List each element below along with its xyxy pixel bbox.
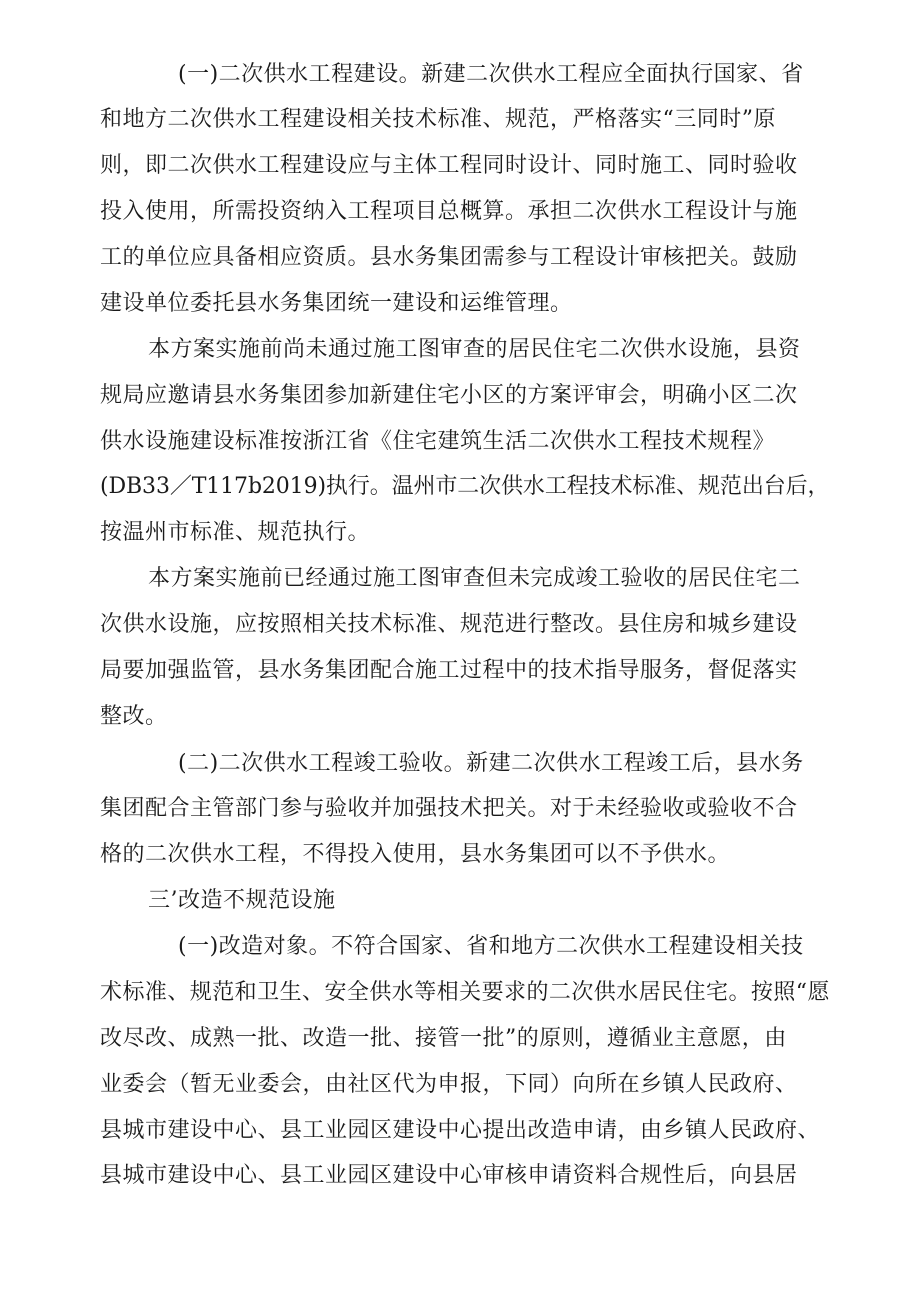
- paragraph-line: 术标准、规范和卫生、安全供水等相关要求的二次供水居民住宅。按照“愿: [100, 980, 830, 1005]
- paragraph-line: 和地方二次供水工程建设相关技术标准、规范，严格落实“三同时”原: [100, 107, 776, 132]
- paragraph-line: 规局应邀请县水务集团参加新建住宅小区的方案评审会，明确小区二次: [100, 383, 798, 408]
- paragraph-line: 按温州市标准、规范执行。: [100, 520, 371, 545]
- paragraph-line: 县城市建设中心、县工业园区建设中心提出改造申请，由乡镇人民政府、: [100, 1118, 821, 1143]
- paragraph-line: 格的二次供水工程，不得投入使用，县水务集团可以不予供水。: [100, 842, 731, 867]
- paragraph-line: 投入使用，所需投资纳入工程项目总概算。承担二次供水工程设计与施: [100, 199, 798, 224]
- paragraph-line: (二)二次供水工程竣工验收。新建二次供水工程竣工后，县水务: [178, 751, 804, 776]
- paragraph-line: (一)二次供水工程建设。新建二次供水工程应全面执行国家、省: [178, 62, 804, 87]
- paragraph-line: 本方案实施前尚未通过施工图审查的居民住宅二次供水设施，县资: [148, 337, 801, 362]
- paragraph-line: 集团配合主管部门参与验收并加强技术把关。对于未经验收或验收不合: [100, 796, 798, 821]
- paragraph-line: 供水设施建设标准按浙江省《住宅建筑生活二次供水工程技术规程》: [100, 429, 776, 454]
- paragraph-line: 则，即二次供水工程建设应与主体工程同时设计、同时施工、同时验收: [100, 153, 798, 178]
- paragraph-line: 建设单位委托县水务集团统一建设和运维管理。: [100, 291, 573, 316]
- paragraph-line: 整改。: [100, 704, 168, 729]
- paragraph-line: (一)改造对象。不符合国家、省和地方二次供水工程建设相关技: [178, 934, 804, 959]
- paragraph-line: 工的单位应具备相应资质。县水务集团需参与工程设计审核把关。鼓励: [100, 245, 798, 270]
- paragraph-line: 本方案实施前已经通过施工图审查但未完成竣工验收的居民住宅二: [148, 566, 801, 591]
- paragraph-line: 业委会（暂无业委会，由社区代为申报，下同）向所在乡镇人民政府、: [100, 1072, 798, 1097]
- paragraph-line: 县城市建设中心、县工业园区建设中心审核申请资料合规性后，向县居: [100, 1163, 798, 1188]
- paragraph-line: 局要加强监管，县水务集团配合施工过程中的技术指导服务，督促落实: [100, 658, 798, 683]
- paragraph-line: (DB33／T117b2019)执行。温州市二次供水工程技术标准、规范出台后，: [100, 474, 830, 499]
- paragraph-line: 改尽改、成熟一批、改造一批、接管一批”的原则，遵循业主意愿，由: [100, 1026, 787, 1051]
- section-heading: 三’改造不规范设施: [148, 888, 336, 913]
- paragraph-line: 次供水设施，应按照相关技术标准、规范进行整改。县住房和城乡建设: [100, 612, 798, 637]
